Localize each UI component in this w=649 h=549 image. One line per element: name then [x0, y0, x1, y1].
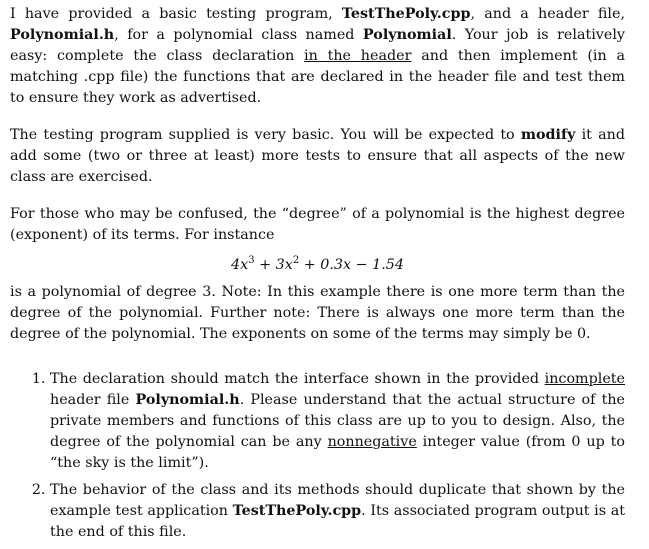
- filename: TestThePoly.cpp: [341, 6, 471, 22]
- polynomial-equation: [10, 250, 625, 276]
- underlined-text: incomplete: [544, 370, 625, 387]
- exponent: 3: [248, 255, 255, 266]
- term: 4x: [231, 256, 249, 273]
- document: [10, 4, 625, 549]
- bold-text: modify: [520, 127, 576, 143]
- exponent: 2: [292, 255, 300, 266]
- text: . Your job is relatively easy: complete the class declaration: [10, 27, 625, 64]
- class-name: Polynomial: [362, 27, 452, 43]
- term: + 3x: [254, 256, 293, 273]
- text: integer value (from 0 up to “the sky is the limit”).: [50, 433, 625, 471]
- list-item: [50, 480, 625, 543]
- intro-paragraph: [10, 4, 625, 109]
- text: and then implement (in a matching .cpp file) the functions that are declared in the header file and test them to ensure they work as advertised.: [10, 48, 625, 106]
- list-item: [50, 369, 625, 474]
- degree-paragraph: For those who may be confused, the “degree” of a polynomial is the highest degree (exponent) of its terms. For instance: [10, 206, 625, 243]
- underlined-text: in the header: [304, 48, 412, 64]
- text: I have provided a basic testing program,: [10, 6, 342, 22]
- underlined-text: nonnegative: [327, 433, 417, 450]
- text: The declaration should match the interface shown in the provided: [50, 370, 545, 387]
- text: header file: [50, 391, 136, 408]
- text: The testing program supplied is very basic. You will be expected to: [10, 127, 521, 143]
- testing-paragraph: [10, 125, 625, 188]
- note-paragraph: is a polynomial of degree 3. Note: In this example there is one more term than the degree of the polynomial. Further note: There is always one more term than the degree of the polynomial. The exponents on some of the terms may simply be 0.: [10, 283, 625, 342]
- text: . Please understand that the actual structure of the private members and functions of this class are up to you to design. Also, the degree of the polynomial can be any: [50, 391, 625, 450]
- term: + 0.3x − 1.54: [299, 256, 404, 273]
- text: , for a polynomial class named: [114, 27, 363, 43]
- text: , and a header file,: [470, 6, 625, 22]
- text: . Its associated program output is at the end of this file.: [50, 502, 625, 540]
- text: it and add some (two or three at least) more tests to ensure that all aspects of the new class are exercised.: [10, 127, 625, 185]
- filename: Polynomial.h: [10, 27, 115, 43]
- filename: TestThePoly.cpp: [232, 502, 362, 519]
- text: The behavior of the class and its methods should duplicate that shown by the example test application: [50, 481, 625, 519]
- filename: Polynomial.h: [135, 391, 240, 408]
